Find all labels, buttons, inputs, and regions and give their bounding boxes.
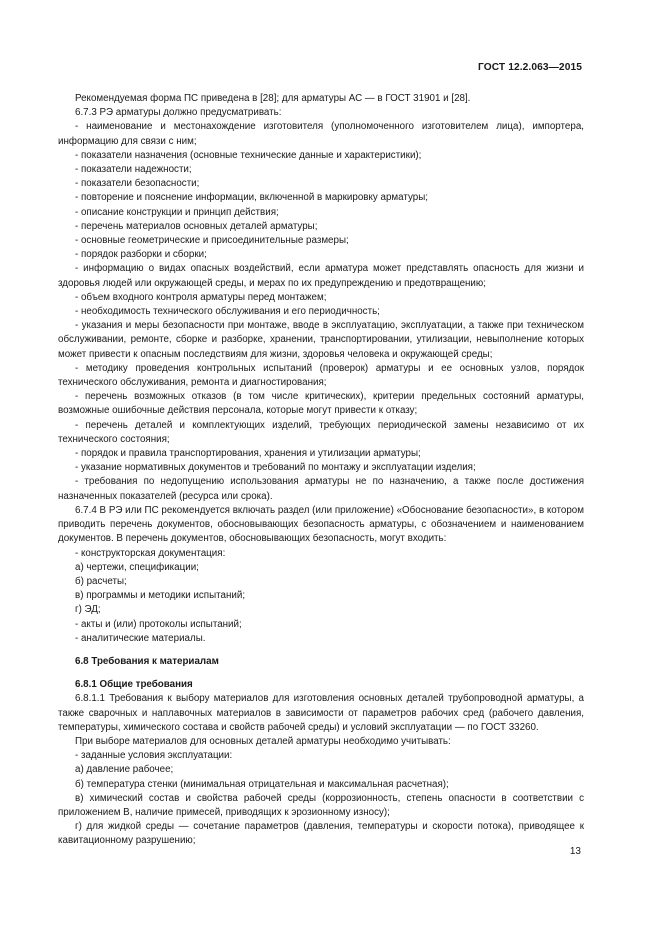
list-item: - объем входного контроля арматуры перед монтажем; (75, 291, 327, 303)
list-item: - акты и (или) протоколы испытаний; (75, 618, 242, 630)
list-item: - показатели надежности; (75, 164, 192, 176)
list-item: в) химический состав и свойства рабочей среды (коррозионность, степень опасности в соответствии с приложением В, наличие примесей, приводящих к эрозионному износу); (58, 792, 584, 818)
document-body (58, 92, 584, 849)
list-item: - повторение и пояснение информации, включенной в маркировку арматуры; (75, 192, 428, 204)
list-item: - конструкторская документация: (75, 547, 226, 559)
list-item: г) ЭД; (75, 604, 101, 616)
paragraph: При выборе материалов для основных деталей арматуры необходимо учитывать: (75, 735, 451, 747)
list-item: - заданные условия эксплуатации: (75, 750, 233, 762)
list-item: - требования по недопущению использования арматуры не по назначению, а также после достижения назначенных показателей (ресурса или срока). (58, 476, 584, 502)
document-code-header: ГОСТ 12.2.063—2015 (477, 62, 582, 73)
list-item: б) температура стенки (минимальная отрицательная и максимальная расчетная); (75, 778, 449, 790)
list-item: - наименование и местонахождение изготовителя (уполномоченного изготовителем лица), импортера, информацию для связи с ним; (58, 121, 584, 147)
list-item: в) программы и методики испытаний; (75, 590, 246, 602)
paragraph: Рекомендуемая форма ПС приведена в [28]; для арматуры АС — в ГОСТ 31901 и [28]. (75, 93, 471, 104)
list-item: - перечень материалов основных деталей арматуры; (75, 220, 318, 232)
list-item: - необходимость технического обслуживания и его периодичность; (75, 306, 380, 318)
list-item: г) для жидкой среды — сочетание параметров (давления, температуры и скорости потока), приводящее к кавитационному разрушению; (58, 821, 584, 847)
list-item: - указание нормативных документов и требований по монтажу и эксплуатации изделия; (75, 462, 476, 474)
list-item: - показатели назначения (основные технические данные и характеристики); (75, 149, 422, 161)
list-item: - перечень возможных отказов (в том числе критических), критерии предельных состояний арматуры, возможные ошибочные действия персонала, которые могут привести к отказу; (58, 391, 584, 417)
list-item: б) расчеты; (75, 575, 127, 587)
list-item: - аналитические материалы. (75, 632, 206, 644)
list-item: - перечень деталей и комплектующих изделий, требующих периодической замены независимо от их технического состояния; (58, 419, 584, 445)
list-item: - описание конструкции и принцип действия; (75, 206, 279, 218)
list-item: - методику проведения контрольных испытаний (проверок) арматуры и ее основных узлов, порядок технического обслуживания, ремонта и диагностирования; (58, 362, 584, 389)
paragraph: 6.7.4 В РЭ или ПС рекомендуется включать раздел (или приложение) «Обоснование безопасности», в котором приводить перечень документов, обосновывающих безопасность арматуры, с обозначением и наименованием документов. В перечень документов, обосновывающих безопасность, могут входить: (58, 504, 584, 545)
list-item: - порядок разборки и сборки; (75, 249, 207, 261)
paragraph: 6.8.1.1 Требования к выбору материалов для изготовления основных деталей трубопроводной арматуры, а также сварочных и наплавочных материалов в зависимости от параметров рабочих сред (рабочего давления, температуры, химического состава и свойств рабочей среды) и условий эксплуатации — по ГОСТ 33260. (58, 693, 584, 733)
list-item: - указания и меры безопасности при монтаже, вводе в эксплуатацию, эксплуатации, а также при техническом обслуживании, ремонте, сборке и разборке, хранении, транспортировании, утилизации, невыполнение которых может привести к опасным последствиям для жизни, здоровья человека и окружающей среды; (58, 320, 584, 360)
list-item: - информацию о видах опасных воздействий, если арматура может представлять опасность для жизни и здоровья людей или окружающей среды, и мерах по их предупреждению и предотвращению; (58, 263, 584, 289)
list-item: а) давление рабочее; (75, 764, 174, 776)
page-number: 13 (569, 846, 581, 857)
list-item: - показатели безопасности; (75, 178, 200, 190)
list-item: - основные геометрические и присоединительные размеры; (75, 235, 349, 247)
section-heading: 6.8 Требования к материалам (75, 655, 219, 667)
paragraph: 6.7.3 РЭ арматуры должно предусматривать: (75, 107, 282, 119)
list-item: - порядок и правила транспортирования, хранения и утилизации арматуры; (75, 448, 421, 460)
list-item: а) чертежи, спецификации; (75, 561, 199, 573)
subsection-heading: 6.8.1 Общие требования (75, 679, 193, 691)
